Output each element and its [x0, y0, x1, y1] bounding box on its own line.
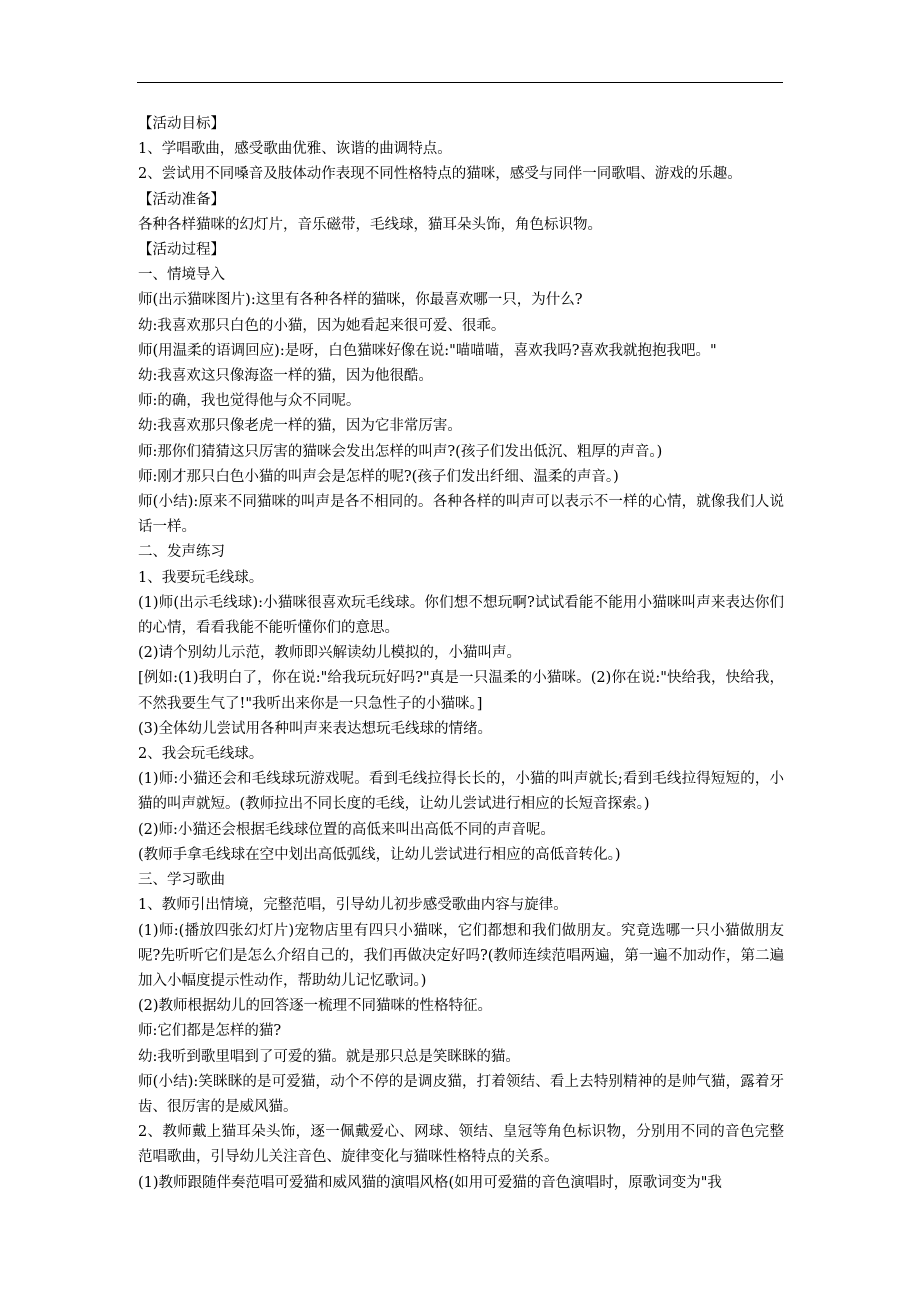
- paragraph: (1)师:(播放四张幻灯片)宠物店里有四只小猫咪，它们都想和我们做朋友。究竟选哪一只小猫做朋友呢?先听听它们是怎么介绍自己的，我们再做决定好吗?(教师连续范唱两遍，第一遍不加动作，第二遍加入小幅度提示性动作，帮助幼儿记忆歌词。): [138, 922, 784, 989]
- paragraph: 1、我要玩毛线球。: [138, 569, 264, 586]
- paragraph: 各种各样猫咪的幻灯片，音乐磁带，毛线球，猫耳朵头饰，角色标识物。: [138, 216, 602, 233]
- header-rule: [137, 82, 783, 83]
- paragraph: 师:的确，我也觉得他与众不同呢。: [138, 393, 361, 410]
- paragraph: 幼:我喜欢那只白色的小猫，因为她看起来很可爱、很乖。: [138, 317, 506, 334]
- paragraph: 【活动准备】: [138, 191, 225, 208]
- paragraph: (1)师(出示毛线球):小猫咪很喜欢玩毛线球。你们想不想玩啊?试试看能不能用小猫咪叫声来表达你们的心情，看看我能不能听懂你们的意思。: [138, 594, 784, 637]
- paragraph: 师:刚才那只白色小猫的叫声会是怎样的呢?(孩子们发出纤细、温柔的声音。): [138, 468, 619, 485]
- paragraph: (2)教师根据幼儿的回答逐一梳理不同猫咪的性格特征。: [138, 998, 493, 1015]
- paragraph: 师(小结):笑眯眯的是可爱猫，动个不停的是调皮猫，打着领结、看上去特别精神的是帅气猫，露着牙齿、很厉害的是威风猫。: [138, 1073, 784, 1115]
- paragraph: 三、学习歌曲: [138, 872, 225, 889]
- paragraph: 幼:我听到歌里唱到了可爱的猫。就是那只总是笑眯眯的猫。: [138, 1048, 520, 1065]
- paragraph: (教师手拿毛线球在空中划出高低弧线，让幼儿尝试进行相应的高低音转化。): [138, 846, 621, 863]
- paragraph: 一、情境导入: [138, 267, 225, 284]
- paragraph: 二、发声练习: [138, 544, 225, 561]
- paragraph: (2)请个别幼儿示范，教师即兴解读幼儿模拟的，小猫叫声。: [138, 645, 522, 662]
- paragraph: [例如:(1)我明白了，你在说:"给我玩玩好吗?"真是一只温柔的小猫咪。(2)你在说:"快给我，快给我，不然我要生气了!"我听出来你是一只急性子的小猫咪。]: [138, 670, 784, 712]
- paragraph: 幼:我喜欢这只像海盗一样的猫，因为他很酷。: [138, 368, 433, 385]
- paragraph: 1、教师引出情境，完整范唱，引导幼儿初步感受歌曲内容与旋律。: [138, 897, 568, 914]
- paragraph: 【活动过程】: [138, 242, 225, 259]
- paragraph: (3)全体幼儿尝试用各种叫声来表达想玩毛线球的情绪。: [138, 720, 493, 737]
- paragraph: 幼:我喜欢那只像老虎一样的猫，因为它非常厉害。: [138, 418, 462, 435]
- paragraph: 师:它们都是怎样的猫?: [138, 1023, 282, 1040]
- paragraph: 1、学唱歌曲，感受歌曲优雅、诙谐的曲调特点。: [138, 141, 452, 158]
- paragraph: (1)师:小猫还会和毛线球玩游戏呢。看到毛线拉得长长的，小猫的叫声就长;看到毛线拉得短短的，小猫的叫声就短。(教师拉出不同长度的毛线，让幼儿尝试进行相应的长短音探索。): [138, 771, 784, 813]
- paragraph: 师(小结):原来不同猫咪的叫声是各不相同的。各种各样的叫声可以表示不一样的心情，就像我们人说话一样。: [138, 494, 784, 536]
- paragraph: 师:那你们猜猜这只厉害的猫咪会发出怎样的叫声?(孩子们发出低沉、粗厚的声音。): [138, 443, 663, 460]
- paragraph: (1)教师跟随伴奏范唱可爱猫和威风猫的演唱风格(如用可爱猫的音色演唱时，原歌词变为"我: [138, 1174, 722, 1191]
- document-body: [138, 112, 784, 1196]
- paragraph: 2、我会玩毛线球。: [138, 746, 264, 763]
- paragraph: 师(用温柔的语调回应):是呀，白色猫咪好像在说:"喵喵喵，喜欢我吗?喜欢我就抱抱我吧。": [138, 342, 717, 359]
- paragraph: 【活动目标】: [138, 116, 225, 132]
- paragraph: 2、教师戴上猫耳朵头饰，逐一佩戴爱心、网球、领结、皇冠等角色标识物，分别用不同的音色完整范唱歌曲，引导幼儿关注音色、旋律变化与猫咪性格特点的关系。: [138, 1124, 784, 1166]
- paragraph: 师(出示猫咪图片):这里有各种各样的猫咪，你最喜欢哪一只，为什么?: [138, 292, 583, 309]
- paragraph: (2)师:小猫还会根据毛线球位置的高低来叫出高低不同的声音呢。: [138, 821, 555, 838]
- paragraph: 2、尝试用不同嗓音及肢体动作表现不同性格特点的猫咪，感受与同伴一同歌唱、游戏的乐趣。: [138, 166, 742, 183]
